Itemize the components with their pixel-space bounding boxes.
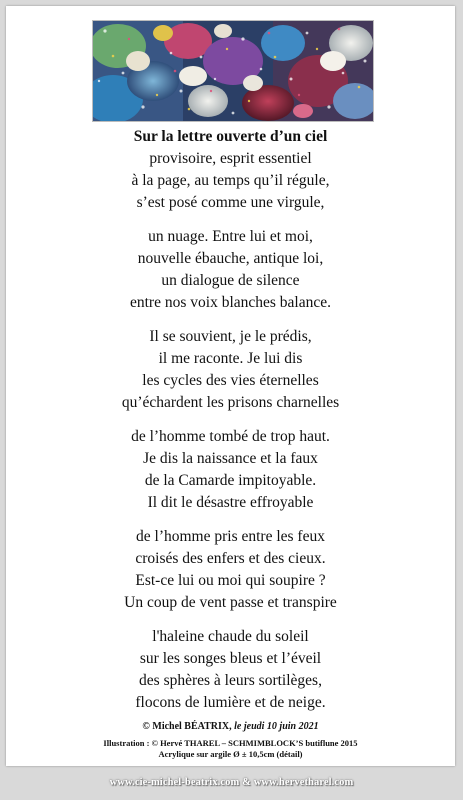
- poem-line: l'haleine chaude du soleil: [152, 628, 309, 645]
- website-link-michel-beatrix[interactable]: www.cie-michel-beatrix.com: [109, 777, 240, 788]
- illustration-credit: Illustration : © Hervé THAREL – SCHMIMBLOCK’S butiflune 2015: [103, 738, 358, 748]
- poem-line: sur les songes bleus et l’éveil: [139, 650, 322, 667]
- poem-title-line: Sur la lettre ouverte d’un ciel: [133, 128, 328, 145]
- poem-line: qu’échardent les prisons charnelles: [121, 394, 340, 411]
- stanza-1: [6, 126, 455, 214]
- poem-line: les cycles des vies éternelles: [142, 372, 319, 389]
- poem-line: il me raconte. Je lui dis: [158, 350, 303, 367]
- poem-line: nouvelle ébauche, antique loi,: [137, 250, 324, 267]
- footer-links: [0, 770, 463, 800]
- poem: [6, 126, 455, 726]
- stanza-6: [6, 626, 455, 714]
- poem-line: provisoire, esprit essentiel: [149, 150, 312, 167]
- poem-card: [6, 6, 455, 766]
- poem-line: Il dit le désastre effroyable: [147, 494, 314, 511]
- website-link-herve-tharel[interactable]: www.hervetharel.com: [253, 777, 354, 788]
- stanza-3: [6, 326, 455, 414]
- poem-line: Est-ce lui ou moi qui soupire ?: [135, 572, 326, 589]
- poem-line: croisés des enfers et des cieux.: [135, 550, 326, 567]
- poem-line: à la page, au temps qu’il régule,: [131, 172, 330, 189]
- poem-line: de la Camarde impitoyable.: [144, 472, 317, 489]
- poem-line: Il se souvient, je le prédis,: [149, 328, 312, 345]
- poem-line: un nuage. Entre lui et moi,: [148, 228, 313, 245]
- poem-line: de l’homme tombé de trop haut.: [131, 428, 330, 445]
- copyright-author: © Michel BÉATRIX,: [142, 721, 232, 732]
- poem-line: s’est posé comme une virgule,: [136, 194, 325, 211]
- poem-line: flocons de lumière et de neige.: [135, 694, 326, 711]
- illustration-image: [92, 20, 374, 122]
- stanza-2: [6, 226, 455, 314]
- author-credit: [6, 720, 455, 734]
- medium-credit: Acrylique sur argile Ø ± 10,5cm (détail): [158, 749, 303, 759]
- poem-line: un dialogue de silence: [161, 272, 300, 289]
- poem-line: des sphères à leurs sortilèges,: [139, 672, 322, 689]
- stanza-5: [6, 526, 455, 614]
- stanza-4: [6, 426, 455, 514]
- poem-line: entre nos voix blanches balance.: [130, 294, 331, 311]
- poem-line: Un coup de vent passe et transpire: [124, 594, 337, 611]
- credits: [6, 720, 455, 760]
- poem-line: de l’homme pris entre les feux: [136, 528, 325, 545]
- link-separator: &: [242, 777, 251, 788]
- poem-date: le jeudi 10 juin 2021: [234, 721, 319, 732]
- poem-line: Je dis la naissance et la faux: [143, 450, 318, 467]
